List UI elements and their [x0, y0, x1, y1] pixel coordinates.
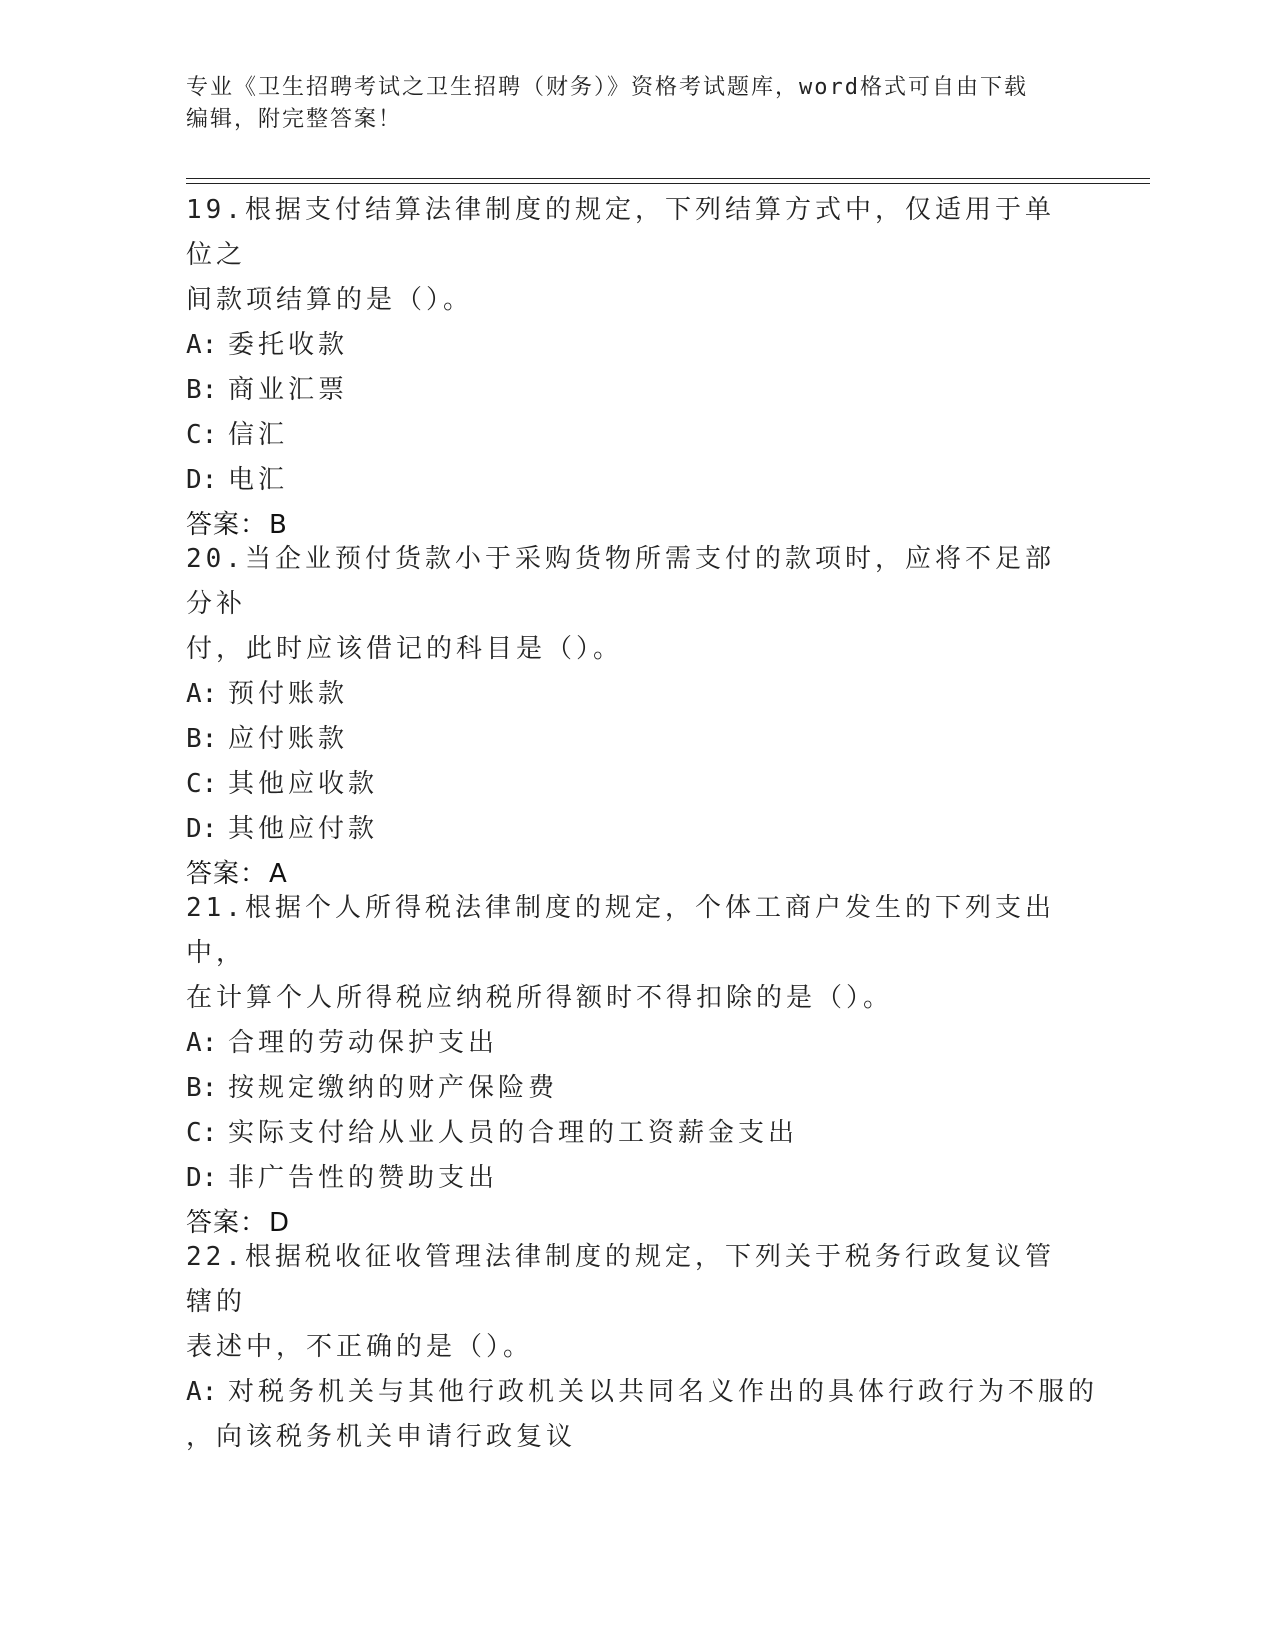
- option-letter: D:: [186, 814, 218, 844]
- option-letter: C:: [186, 1118, 218, 1148]
- option-text: 合理的劳动保护支出: [228, 1028, 499, 1058]
- option-letter: D:: [186, 465, 218, 495]
- question-stem-line-2: 表述中，不正确的是（）。: [186, 1332, 534, 1362]
- header-line-1: 专业《卫生招聘考试之卫生招聘（财务）》资格考试题库，word格式可自由下载: [186, 75, 1028, 100]
- question-stem-line-1: 19.根据支付结算法律制度的规定，下列结算方式中，仅适用于单位之: [186, 195, 1055, 270]
- option-text: 预付账款: [228, 679, 349, 709]
- header-divider-top: [186, 178, 1150, 179]
- question-stem-line-1: 21.根据个人所得税法律制度的规定，个体工商户发生的下列支出中，: [186, 893, 1055, 968]
- option-d: [186, 807, 1066, 852]
- question-20: [186, 537, 1066, 897]
- option-letter: C:: [186, 769, 218, 799]
- header-line-2: 编辑，附完整答案！: [186, 107, 403, 132]
- option-text: 其他应付款: [228, 814, 379, 844]
- option-a: [186, 1021, 1066, 1066]
- question-stem-line-2: 在计算个人所得税应纳税所得额时不得扣除的是（）。: [186, 983, 894, 1013]
- option-text: 非广告性的赞助支出: [228, 1163, 499, 1193]
- option-letter: D:: [186, 1163, 218, 1193]
- answer-label: 答案：: [186, 1208, 268, 1238]
- option-text: 信汇: [228, 420, 289, 450]
- option-c: [186, 1111, 1066, 1156]
- option-c: [186, 413, 1066, 458]
- option-text: 对税务机关与其他行政机关以共同名义作出的具体行政行为不服的: [228, 1377, 1099, 1407]
- question-stem-line-2: 付，此时应该借记的科目是（）。: [186, 634, 624, 664]
- option-text: 商业汇票: [228, 375, 349, 405]
- option-text: 按规定缴纳的财产保险费: [228, 1073, 559, 1103]
- answer-label: 答案：: [186, 510, 268, 540]
- option-c: [186, 762, 1066, 807]
- option-text: 实际支付给从业人员的合理的工资薪金支出: [228, 1118, 799, 1148]
- option-letter: A:: [186, 679, 218, 709]
- answer-value: B: [269, 510, 288, 540]
- option-a: [186, 672, 1066, 717]
- option-b: [186, 717, 1066, 762]
- option-d: [186, 1156, 1066, 1201]
- question-stem-line-1: 22.根据税收征收管理法律制度的规定，下列关于税务行政复议管辖的: [186, 1242, 1055, 1317]
- answer-value: A: [269, 859, 288, 889]
- option-letter: C:: [186, 420, 218, 450]
- option-letter: B:: [186, 1073, 218, 1103]
- option-a-continuation: ，向该税务机关申请行政复议: [186, 1422, 577, 1452]
- option-b: [186, 1066, 1066, 1111]
- option-text: 应付账款: [228, 724, 349, 754]
- option-b: [186, 368, 1066, 413]
- option-letter: B:: [186, 375, 218, 405]
- option-letter: A:: [186, 1028, 218, 1058]
- question-19: [186, 188, 1066, 548]
- option-a: [186, 323, 1066, 368]
- question-stem-line-2: 间款项结算的是（）。: [186, 285, 474, 315]
- option-letter: A:: [186, 1377, 218, 1407]
- question-22: [186, 1235, 1099, 1460]
- question-21: [186, 886, 1066, 1246]
- answer-label: 答案：: [186, 859, 268, 889]
- question-stem-line-1: 20.当企业预付货款小于采购货物所需支付的款项时，应将不足部分补: [186, 544, 1055, 619]
- option-text: 电汇: [228, 465, 289, 495]
- option-a: [186, 1370, 1099, 1415]
- answer-value: D: [269, 1208, 291, 1238]
- option-letter: A:: [186, 330, 218, 360]
- option-text: 其他应收款: [228, 769, 379, 799]
- option-letter: B:: [186, 724, 218, 754]
- header-divider-bottom: [186, 183, 1150, 184]
- option-d: [186, 458, 1066, 503]
- document-header: [186, 72, 1066, 136]
- option-text: 委托收款: [228, 330, 349, 360]
